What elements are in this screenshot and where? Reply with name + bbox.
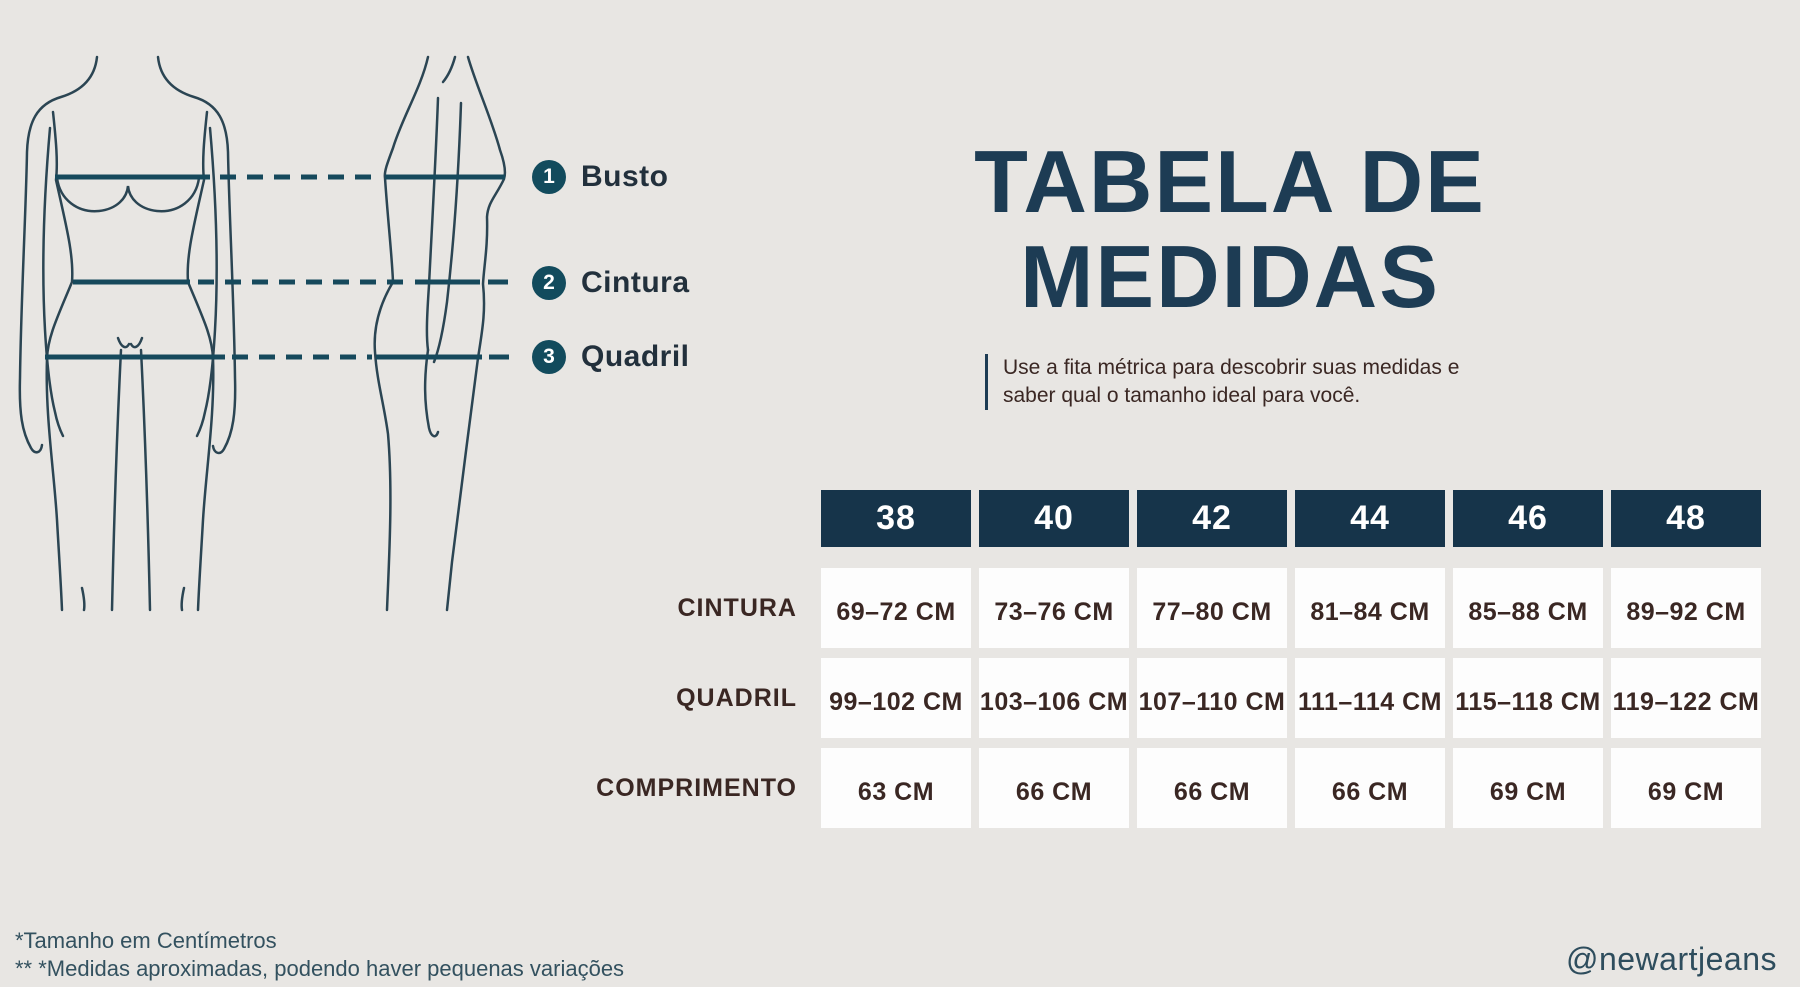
size-table-header <box>568 490 1761 547</box>
measurement-lines <box>45 177 509 357</box>
size-table-body <box>568 568 1761 828</box>
value-cell: 89–92 CM <box>1611 568 1761 648</box>
legend-number-badge: 2 <box>532 266 566 300</box>
value-cell: 63 CM <box>821 748 971 828</box>
value-cell: 111–114 CM <box>1295 658 1445 738</box>
body-diagram <box>0 0 560 650</box>
side-silhouette <box>375 57 505 610</box>
title-line-2: MEDIDAS <box>1020 227 1440 326</box>
row-label-quadril: QUADRIL <box>676 683 797 712</box>
subtitle <box>985 354 1459 410</box>
legend-number-badge: 3 <box>532 340 566 374</box>
value-cell: 81–84 CM <box>1295 568 1445 648</box>
value-cell: 99–102 CM <box>821 658 971 738</box>
legend-label-busto: Busto <box>581 160 669 193</box>
legend-number-badge: 1 <box>532 160 566 194</box>
title-line-1: TABELA DE <box>974 132 1486 231</box>
value-cell: 66 CM <box>979 748 1129 828</box>
value-cell: 69–72 CM <box>821 568 971 648</box>
footnote-2: ** *Medidas aproximadas, podendo haver pequenas variações <box>15 956 625 981</box>
value-cell: 66 CM <box>1137 748 1287 828</box>
size-header-46: 46 <box>1453 490 1603 547</box>
row-label-cintura: CINTURA <box>677 593 797 622</box>
value-cell: 69 CM <box>1453 748 1603 828</box>
value-cell: 115–118 CM <box>1453 658 1603 738</box>
legend-item-cintura <box>532 266 690 300</box>
footnote-1: *Tamanho em Centímetros <box>15 928 277 953</box>
value-cell: 66 CM <box>1295 748 1445 828</box>
size-header-40: 40 <box>979 490 1129 547</box>
size-header-42: 42 <box>1137 490 1287 547</box>
instagram-handle: @newartjeans <box>1565 941 1777 977</box>
value-cell: 107–110 CM <box>1137 658 1287 738</box>
legend-item-busto <box>532 160 669 194</box>
header-spacer <box>568 490 813 547</box>
subtitle-line-2: saber qual o tamanho ideal para você. <box>1003 384 1361 407</box>
size-header-48: 48 <box>1611 490 1761 547</box>
legend-label-quadril: Quadril <box>581 340 690 373</box>
row-label-comprimento: COMPRIMENTO <box>596 773 797 802</box>
value-cell: 73–76 CM <box>979 568 1129 648</box>
front-silhouette <box>20 57 235 610</box>
size-header-44: 44 <box>1295 490 1445 547</box>
size-header-38: 38 <box>821 490 971 547</box>
footnotes <box>15 927 624 983</box>
legend-item-quadril <box>532 340 690 374</box>
value-cell: 103–106 CM <box>979 658 1129 738</box>
value-cell: 69 CM <box>1611 748 1761 828</box>
subtitle-line-1: Use a fita métrica para descobrir suas medidas e <box>1003 356 1460 379</box>
value-cell: 77–80 CM <box>1137 568 1287 648</box>
page-title <box>850 134 1610 324</box>
value-cell: 119–122 CM <box>1611 658 1761 738</box>
value-cell: 85–88 CM <box>1453 568 1603 648</box>
legend-label-cintura: Cintura <box>581 266 690 299</box>
